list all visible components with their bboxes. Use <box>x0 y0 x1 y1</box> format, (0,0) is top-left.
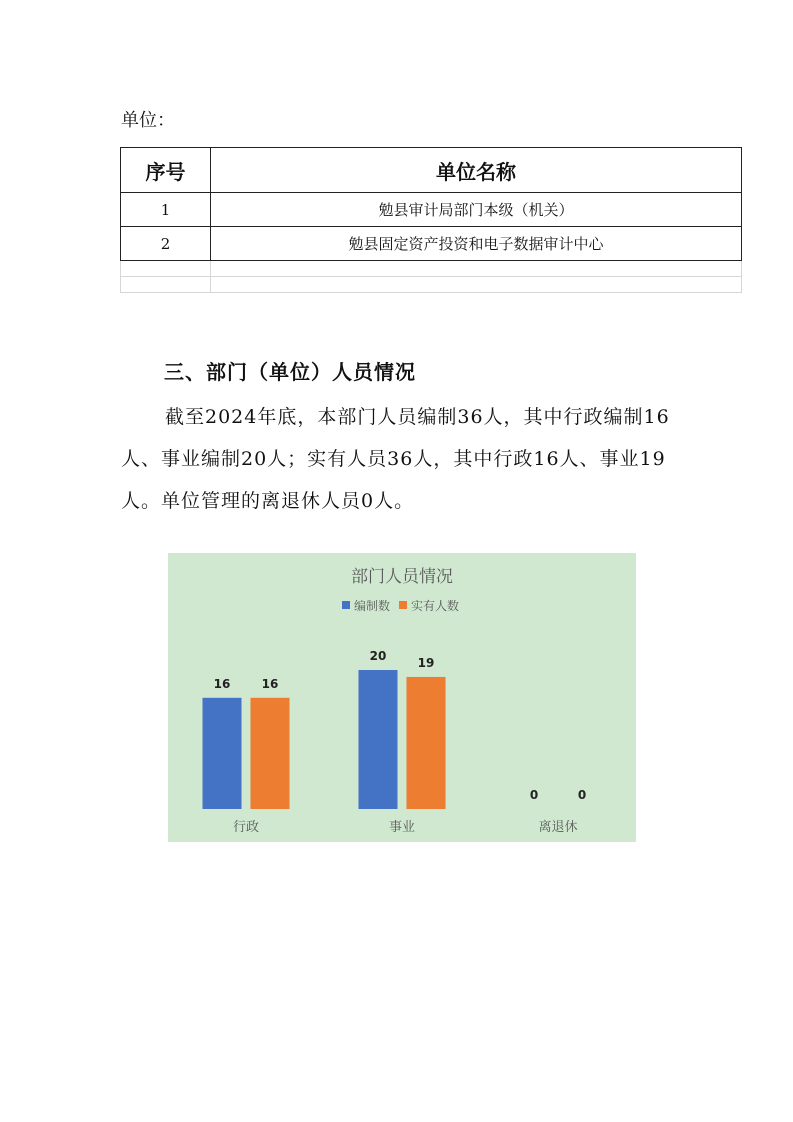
data-label: 0 <box>577 788 587 802</box>
legend-label: 实有人数 <box>411 599 460 613</box>
data-label: 0 <box>529 788 539 802</box>
row-index: 1 <box>121 193 211 227</box>
paragraph-text: 截至2024年底，本部门人员编制36人，其中行政编制16人、事业编制20人；实有人员36人，其中行政16人、事业19人。单位管理的离退休人员0人。 <box>121 406 670 512</box>
personnel-paragraph <box>121 396 681 522</box>
legend-label: 编制数 <box>354 599 391 613</box>
bar <box>359 670 398 809</box>
blank-row <box>121 277 742 293</box>
legend-swatch <box>399 601 407 609</box>
bar <box>251 698 290 809</box>
data-label: 16 <box>213 676 231 691</box>
category-label: 事业 <box>388 820 416 835</box>
bar <box>407 677 446 809</box>
data-label: 19 <box>417 655 435 670</box>
chart-svg <box>168 553 636 842</box>
table-row <box>121 227 742 261</box>
header-unit-name: 单位名称 <box>211 148 742 193</box>
unit-table <box>120 147 742 293</box>
table-header-row <box>121 148 742 193</box>
unit-label: 单位： <box>121 110 175 131</box>
chart-title: 部门人员情况 <box>351 567 453 587</box>
row-index: 2 <box>121 227 211 261</box>
personnel-chart <box>168 553 636 842</box>
table-row <box>121 193 742 227</box>
section-heading: 三、部门（单位）人员情况 <box>164 360 416 384</box>
legend-swatch <box>342 601 350 609</box>
bar <box>203 698 242 809</box>
category-label: 行政 <box>232 820 260 835</box>
row-unit-name: 勉县审计局部门本级（机关） <box>211 193 742 227</box>
blank-row <box>121 261 742 277</box>
header-index: 序号 <box>121 148 211 193</box>
category-label: 离退休 <box>538 820 578 835</box>
data-label: 20 <box>369 649 387 663</box>
row-unit-name: 勉县固定资产投资和电子数据审计中心 <box>211 227 742 261</box>
data-label: 16 <box>261 676 279 691</box>
